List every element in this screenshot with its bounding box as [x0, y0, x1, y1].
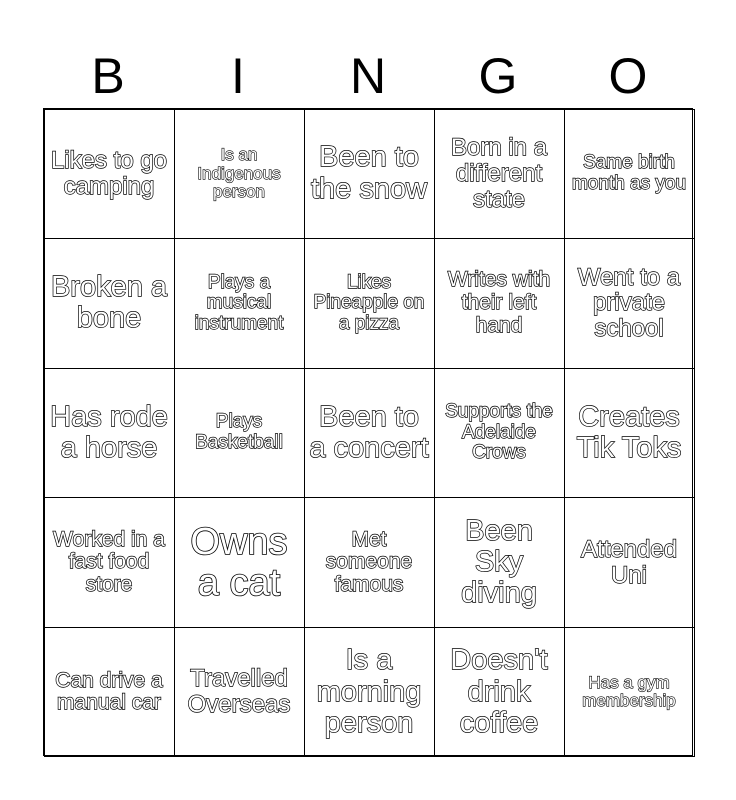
bingo-cell[interactable] — [564, 627, 695, 758]
cell-label: Plays a musical instrument — [194, 271, 284, 334]
cell-label: Attended Uni — [580, 535, 678, 589]
cell-label: Went to a private school — [577, 263, 681, 343]
bingo-cell[interactable] — [44, 109, 175, 240]
header-letter-g: G — [478, 48, 518, 104]
cell-label: Travelled Overseas — [187, 665, 291, 719]
cell-label: Plays Basketball — [195, 411, 283, 453]
cell-label: Same birth month as you — [571, 152, 687, 194]
cell-label: Is a morning person — [316, 644, 422, 739]
header-letter-b: B — [91, 48, 125, 104]
cell-label: Is an Indigenous person — [197, 145, 281, 201]
bingo-cell[interactable] — [174, 627, 305, 758]
bingo-cell[interactable] — [304, 238, 435, 369]
header-letter-o: O — [608, 48, 648, 104]
cell-label: Has a gym membership — [582, 672, 676, 711]
cell-label: Been Sky diving — [461, 514, 537, 610]
cell-label: Likes Pineapple on a pizza — [313, 271, 425, 334]
bingo-cell[interactable] — [44, 627, 175, 758]
bingo-cell[interactable] — [434, 627, 565, 758]
cell-label: Creates Tik Toks — [576, 400, 682, 464]
bingo-cell[interactable] — [174, 238, 305, 369]
cell-label: Supports the Adelaide Crows — [445, 401, 553, 464]
cell-label: Doesn't drink coffee — [450, 644, 548, 739]
bingo-cell[interactable] — [434, 238, 565, 369]
bingo-cell[interactable] — [44, 238, 175, 369]
bingo-cell[interactable] — [304, 627, 435, 758]
cell-label: Has rode a horse — [50, 400, 168, 464]
bingo-cell[interactable] — [174, 368, 305, 499]
bingo-cell[interactable] — [304, 109, 435, 240]
cell-label: Worked in a fast food store — [53, 527, 165, 596]
bingo-cell[interactable] — [434, 368, 565, 499]
cell-label: Born in a different state — [450, 133, 548, 213]
cell-label: Broken a bone — [50, 271, 168, 335]
bingo-cell[interactable] — [304, 368, 435, 499]
cell-label: Been to a concert — [309, 400, 429, 464]
cell-label: Met someone famous — [325, 527, 413, 596]
cell-label: Owns a cat — [190, 520, 288, 604]
bingo-cell[interactable] — [564, 109, 695, 240]
header-letter-n: N — [349, 48, 387, 104]
bingo-cell[interactable] — [174, 109, 305, 240]
bingo-cell[interactable] — [44, 368, 175, 499]
cell-label: Likes to go camping — [50, 146, 168, 200]
bingo-cell[interactable] — [174, 497, 305, 628]
cell-label: Writes with their left hand — [447, 268, 551, 337]
bingo-cell[interactable] — [564, 368, 695, 499]
bingo-cell[interactable] — [564, 238, 695, 369]
bingo-cell[interactable] — [434, 109, 565, 240]
header-letter-i: I — [231, 48, 245, 104]
bingo-cell[interactable] — [304, 497, 435, 628]
bingo-grid — [43, 108, 693, 756]
cell-label: Can drive a manual car — [55, 668, 163, 715]
cell-label: Been to the snow — [310, 141, 428, 205]
bingo-header — [43, 46, 693, 106]
bingo-cell[interactable] — [434, 497, 565, 628]
bingo-cell[interactable] — [44, 497, 175, 628]
bingo-cell[interactable] — [564, 497, 695, 628]
